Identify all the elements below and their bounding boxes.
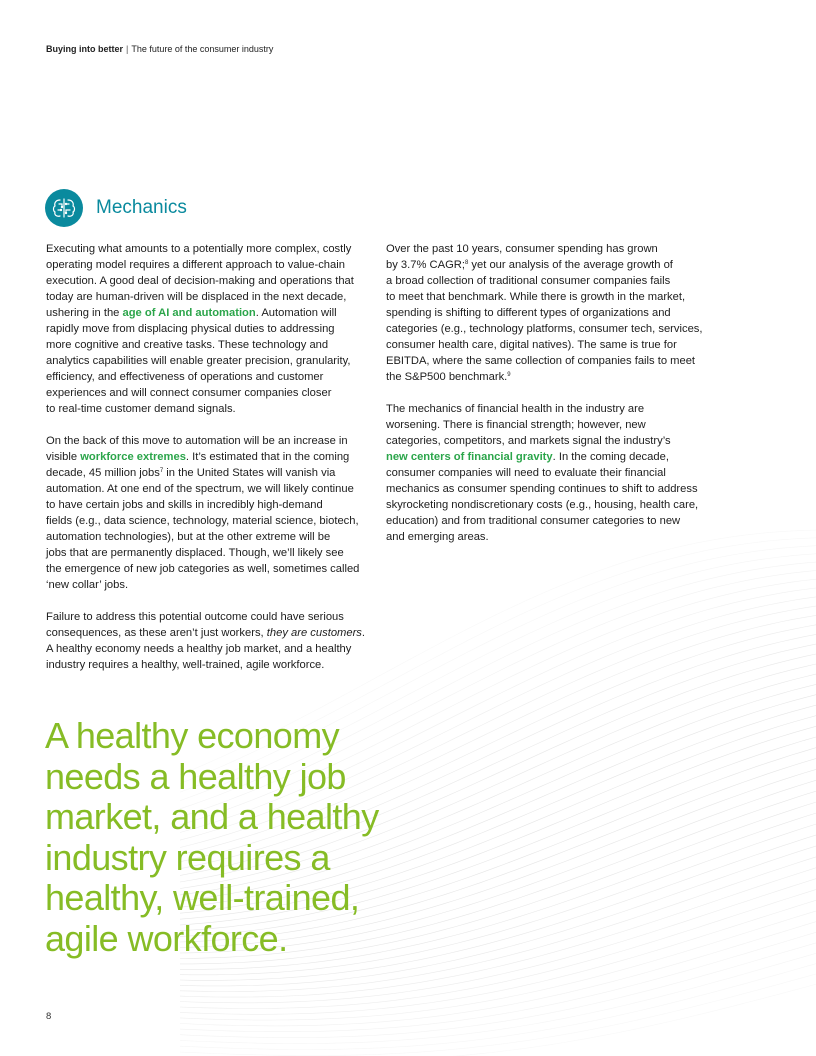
paragraph [386, 401, 716, 545]
page-number: 8 [46, 1011, 52, 1022]
text-line: mechanics as consumer spending continues to shift to address [386, 483, 698, 495]
text-run: visible [46, 451, 81, 463]
text-line: categories, competitors, and markets signal the industry’s [386, 435, 671, 447]
text-line: spending is shifting to different types of organizations and [386, 307, 671, 319]
left-column [46, 241, 376, 689]
text-run: ushering in the [46, 307, 123, 319]
text-line: execution. A good deal of decision-making and operations that [46, 275, 354, 287]
text-line: fields (e.g., data science, technology, material science, biotech, [46, 515, 359, 527]
emphasis: they are customers [266, 627, 362, 639]
text-line [46, 449, 376, 465]
quote-line: industry requires a [45, 836, 330, 878]
text-line: to real-time customer demand signals. [46, 403, 236, 415]
text-line: education) and from traditional consumer categories to new [386, 515, 681, 527]
text-line: a broad collection of traditional consumer companies fails [386, 275, 671, 287]
text-line: EBITDA, where the same collection of companies fails to meet [386, 355, 696, 367]
text-line: to have certain jobs and skills in incredibly high-demand [46, 499, 323, 511]
text-line [386, 369, 716, 385]
text-line [46, 465, 376, 481]
header-subtitle: The future of the consumer industry [131, 44, 274, 54]
text-line: experiences and will connect consumer companies closer [46, 387, 332, 399]
text-run: . It’s estimated that in the coming [185, 451, 350, 463]
text-line: to meet that benchmark. While there is growth in the market, [386, 291, 686, 303]
running-header [46, 44, 273, 54]
footnote-ref: 9 [507, 372, 511, 378]
text-line: worsening. There is financial strength; however, new [386, 419, 646, 431]
text-line: operating model requires a different approach to value-chain [46, 259, 345, 271]
paragraph [46, 241, 376, 417]
text-run: by 3.7% CAGR; [386, 259, 465, 271]
paragraph [386, 241, 716, 385]
text-line: jobs that are permanently displaced. Though, we’ll likely see [46, 547, 344, 559]
quote-line: A healthy economy [45, 715, 339, 756]
section-title: Mechanics [96, 197, 187, 218]
text-run: consequences, as these aren’t just workers, [46, 627, 267, 639]
pull-quote [45, 716, 405, 959]
text-line: more cognitive and creative tasks. These technology and [46, 339, 329, 351]
text-line: skyrocketing nondiscretionary costs (e.g., housing, health care, [386, 499, 699, 511]
text-line: consumer health care, digital natives). The same is true for [386, 339, 677, 351]
text-run: . Automation will [255, 307, 337, 319]
paragraph [46, 433, 376, 593]
text-line: automation. At one end of the spectrum, we will likely continue [46, 483, 354, 495]
text-line: the emergence of new job categories as well, sometimes called [46, 563, 360, 575]
quote-line: market, and a healthy [45, 796, 379, 837]
header-separator: | [126, 44, 129, 54]
text-line [386, 257, 716, 273]
text-line: and emerging areas. [386, 531, 489, 543]
highlight-financial-gravity: new centers of financial gravity [386, 451, 553, 463]
highlight-ai-automation: age of AI and automation [122, 307, 256, 319]
quote-line: agile workforce. [45, 917, 288, 959]
quote-line: healthy, well-trained, [45, 877, 360, 918]
text-line: efficiency, and effectiveness of operations and customer [46, 371, 324, 383]
text-line: A healthy economy needs a healthy job market, and a healthy [46, 643, 352, 655]
text-line: rapidly move from displacing physical duties to addressing [46, 323, 335, 335]
text-line: ‘new collar’ jobs. [46, 579, 129, 591]
text-line: automation technologies), but at the other extreme will be [46, 531, 331, 543]
text-line [46, 305, 376, 321]
text-line: industry requires a healthy, well-trained, agile workforce. [46, 659, 325, 671]
text-run: yet our analysis of the average growth of [468, 259, 673, 271]
text-line: today are human-driven will be displaced in the next decade, [46, 291, 347, 303]
text-line: On the back of this move to automation will be an increase in [46, 435, 348, 447]
paragraph [46, 609, 376, 673]
text-line: The mechanics of financial health in the industry are [386, 403, 645, 415]
text-line: categories (e.g., technology platforms, consumer tech, services, [386, 323, 703, 335]
text-run: . [361, 627, 366, 639]
highlight-workforce-extremes: workforce extremes [80, 451, 186, 463]
text-line: Over the past 10 years, consumer spending has grown [386, 243, 658, 255]
text-line: analytics capabilities will enable greater precision, granularity, [46, 355, 351, 367]
text-line: Executing what amounts to a potentially more complex, costly [46, 243, 352, 255]
text-line: consumer companies will need to evaluate their financial [386, 467, 666, 479]
right-column [386, 241, 716, 561]
footnote-ref: 7 [159, 468, 164, 474]
text-line: Failure to address this potential outcome could have serious [46, 611, 344, 623]
text-line [386, 449, 716, 465]
text-run: the S&P500 benchmark. [386, 371, 508, 383]
text-run: decade, 45 million jobs [46, 467, 160, 479]
quote-line: needs a healthy job [45, 755, 346, 797]
text-line [46, 625, 376, 641]
header-title: Buying into better [46, 44, 123, 54]
footnote-ref: 8 [464, 260, 469, 266]
circuit-brain-icon [45, 189, 83, 227]
text-run: . In the coming decade, [552, 451, 669, 463]
text-run: in the United States will vanish via [163, 467, 336, 479]
